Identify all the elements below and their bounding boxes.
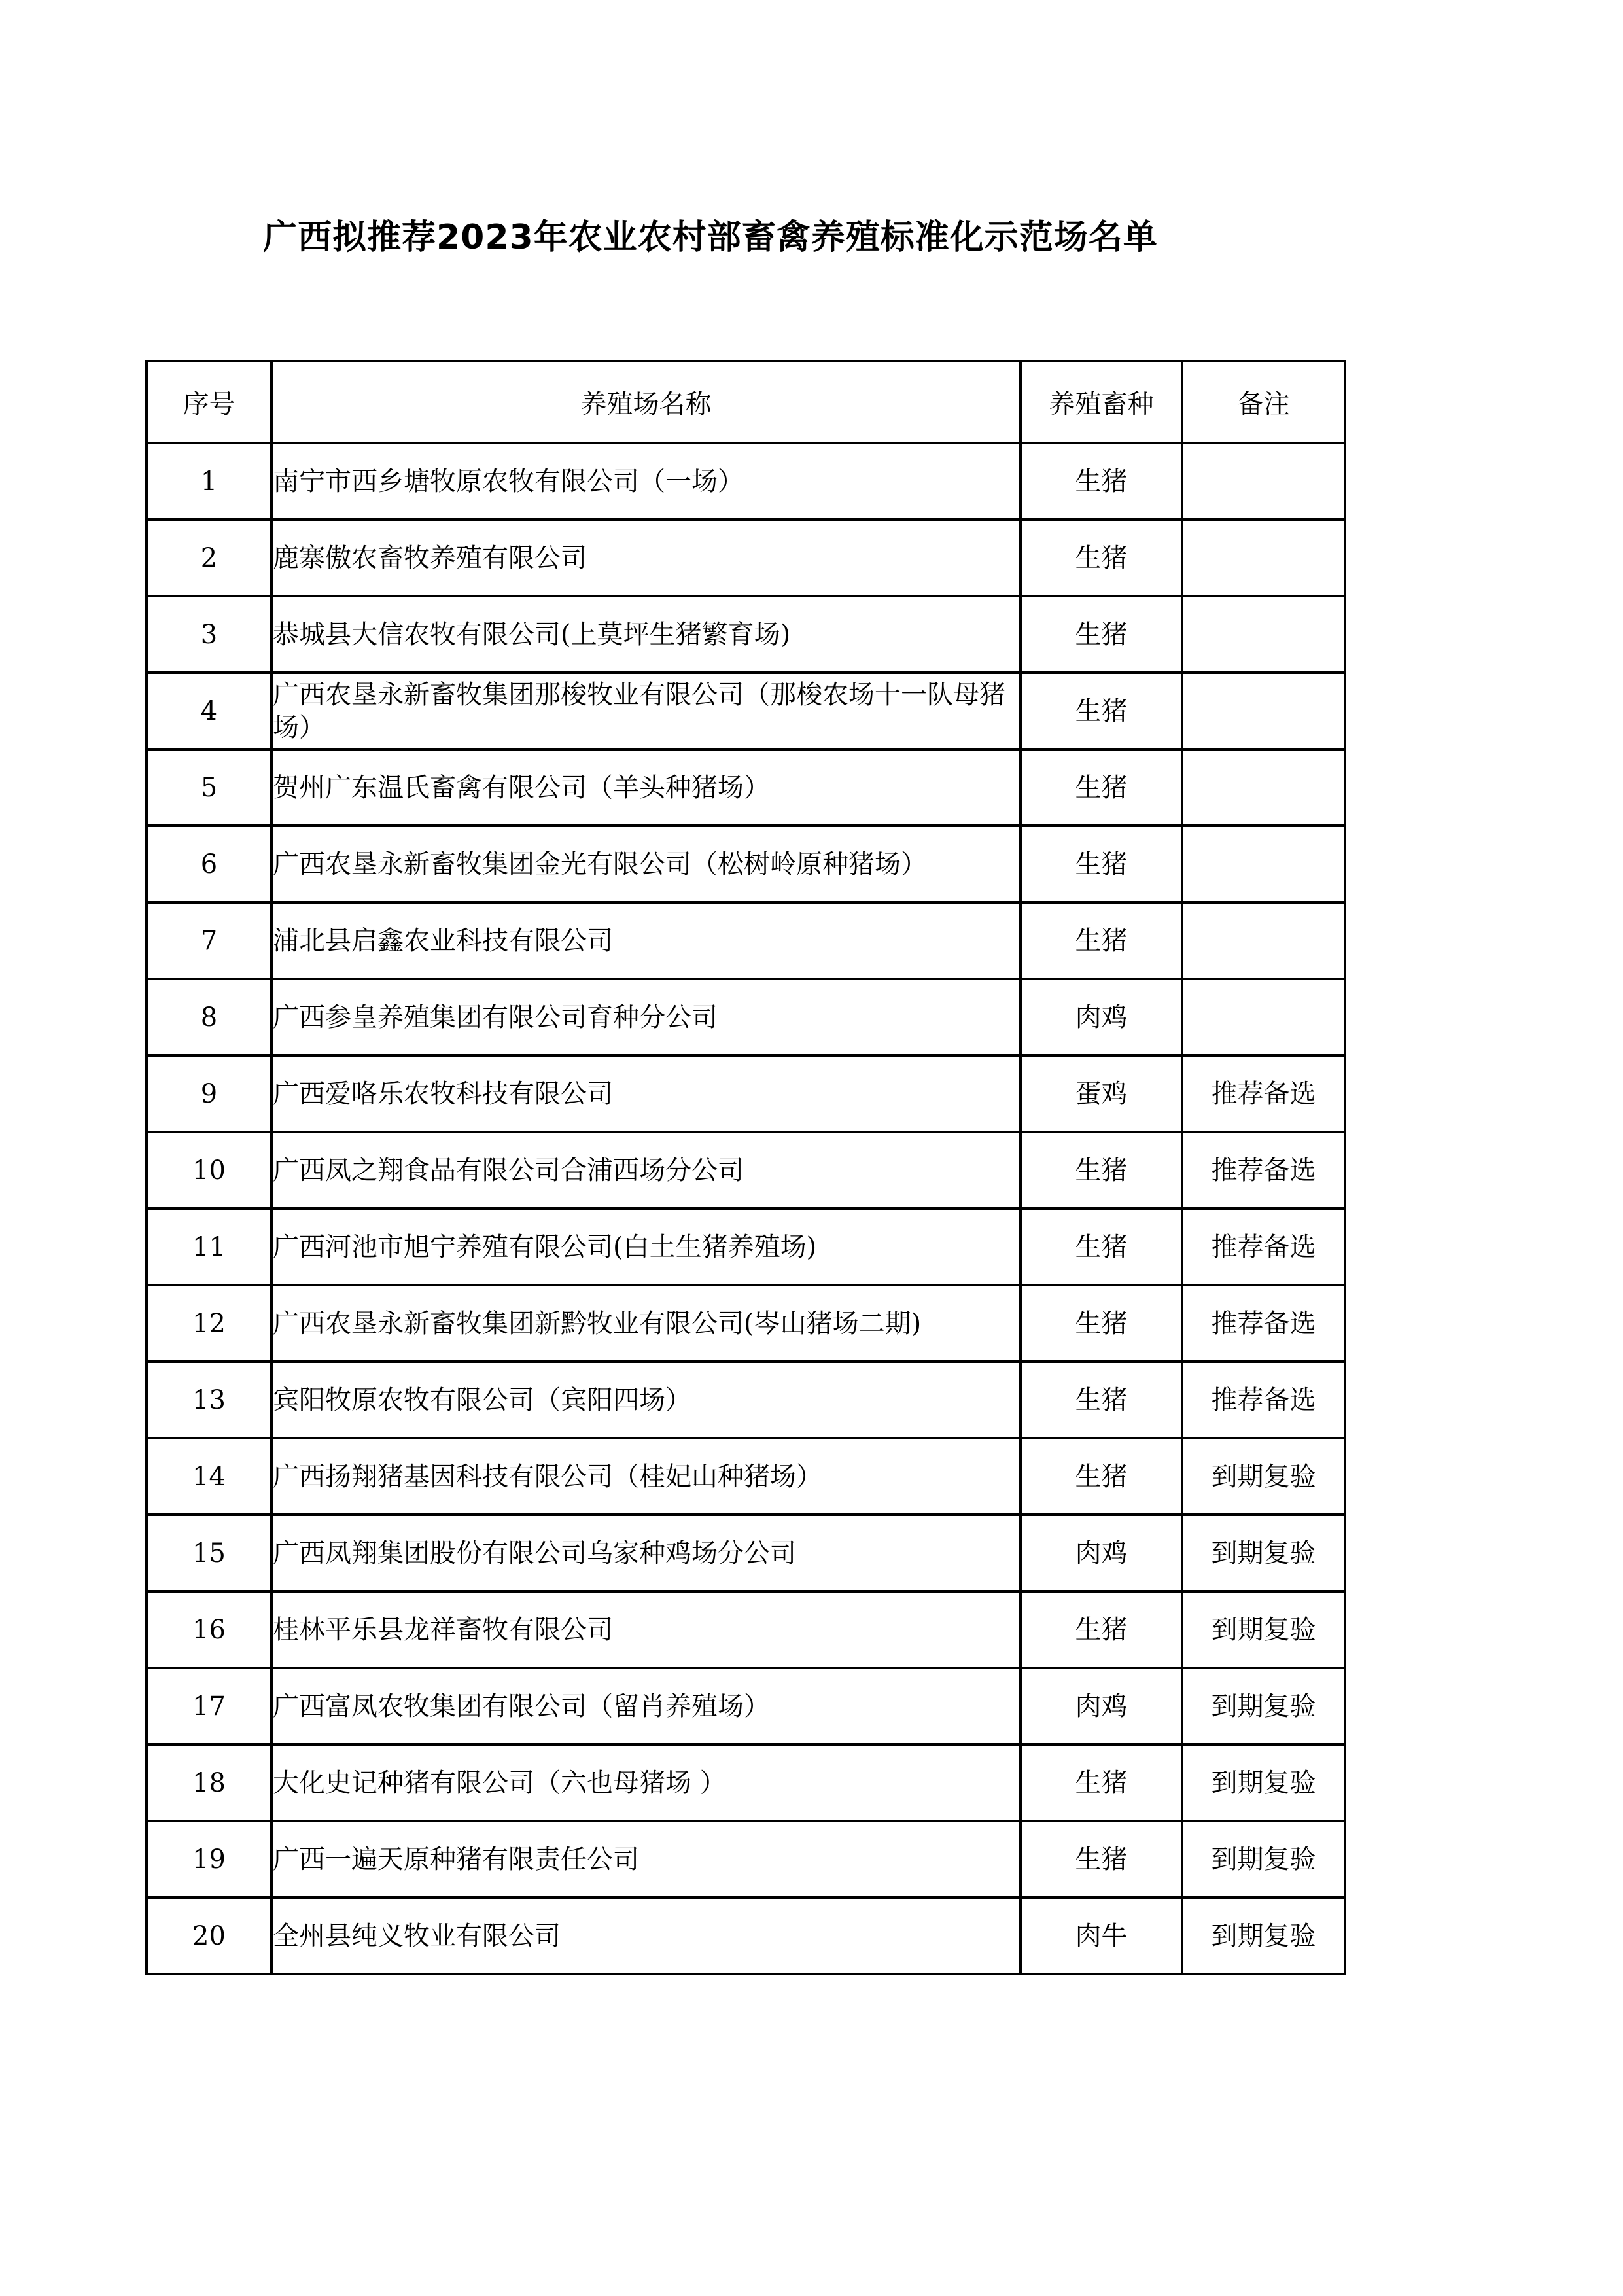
row-index: 7 <box>147 902 271 979</box>
row-index: 10 <box>147 1132 271 1209</box>
row-species: 生猪 <box>1021 596 1182 673</box>
row-index: 13 <box>147 1362 271 1438</box>
row-index: 15 <box>147 1515 271 1591</box>
row-index: 4 <box>147 673 271 749</box>
row-farm-name: 浦北县启鑫农业科技有限公司 <box>271 902 1021 979</box>
row-farm-name: 广西凤翔集团股份有限公司乌家种鸡场分公司 <box>271 1515 1021 1591</box>
row-species: 生猪 <box>1021 1285 1182 1362</box>
row-species: 生猪 <box>1021 673 1182 749</box>
row-index: 9 <box>147 1055 271 1132</box>
row-species: 生猪 <box>1021 520 1182 596</box>
row-farm-name: 贺州广东温氏畜禽有限公司（羊头种猪场） <box>271 749 1021 826</box>
row-note: 推荐备选 <box>1182 1362 1345 1438</box>
table-row <box>147 443 1345 520</box>
row-species: 生猪 <box>1021 1821 1182 1898</box>
row-farm-name: 广西扬翔猪基因科技有限公司（桂妃山种猪场） <box>271 1438 1021 1515</box>
row-species: 生猪 <box>1021 1591 1182 1668</box>
row-species: 生猪 <box>1021 1209 1182 1285</box>
row-farm-name: 广西农垦永新畜牧集团金光有限公司（松树岭原种猪场） <box>271 826 1021 902</box>
table-row <box>147 1132 1345 1209</box>
table-row <box>147 596 1345 673</box>
header-farm-name: 养殖场名称 <box>271 361 1021 443</box>
table-row <box>147 1362 1345 1438</box>
table-row <box>147 1744 1345 1821</box>
row-farm-name: 全州县纯义牧业有限公司 <box>271 1898 1021 1974</box>
row-farm-name: 南宁市西乡塘牧原农牧有限公司（一场） <box>271 443 1021 520</box>
row-farm-name: 广西河池市旭宁养殖有限公司(白土生猪养殖场) <box>271 1209 1021 1285</box>
table-row <box>147 1591 1345 1668</box>
row-farm-name: 恭城县大信农牧有限公司(上莫坪生猪繁育场) <box>271 596 1021 673</box>
row-note: 到期复验 <box>1182 1438 1345 1515</box>
row-note: 到期复验 <box>1182 1668 1345 1744</box>
table-row <box>147 1209 1345 1285</box>
table-row <box>147 979 1345 1055</box>
row-farm-name: 广西一遍天原种猪有限责任公司 <box>271 1821 1021 1898</box>
row-note: 推荐备选 <box>1182 1132 1345 1209</box>
row-farm-name: 广西富凤农牧集团有限公司（留肖养殖场） <box>271 1668 1021 1744</box>
table-row <box>147 520 1345 596</box>
row-species: 生猪 <box>1021 749 1182 826</box>
table-row <box>147 1668 1345 1744</box>
table-header-row <box>147 361 1345 443</box>
row-farm-name: 广西凤之翔食品有限公司合浦西场分公司 <box>271 1132 1021 1209</box>
row-farm-name: 大化史记种猪有限公司（六也母猪场 ） <box>271 1744 1021 1821</box>
row-index: 6 <box>147 826 271 902</box>
row-note <box>1182 596 1345 673</box>
row-species: 生猪 <box>1021 902 1182 979</box>
row-index: 5 <box>147 749 271 826</box>
row-index: 2 <box>147 520 271 596</box>
row-note <box>1182 979 1345 1055</box>
header-index: 序号 <box>147 361 271 443</box>
row-note <box>1182 826 1345 902</box>
row-species: 肉鸡 <box>1021 979 1182 1055</box>
row-species: 蛋鸡 <box>1021 1055 1182 1132</box>
row-farm-name: 桂林平乐县龙祥畜牧有限公司 <box>271 1591 1021 1668</box>
row-farm-name: 鹿寨傲农畜牧养殖有限公司 <box>271 520 1021 596</box>
row-note: 推荐备选 <box>1182 1285 1345 1362</box>
table-row <box>147 902 1345 979</box>
row-note <box>1182 902 1345 979</box>
row-farm-name: 广西农垦永新畜牧集团那梭牧业有限公司（那梭农场十一队母猪场） <box>271 673 1021 749</box>
row-species: 生猪 <box>1021 1438 1182 1515</box>
row-index: 11 <box>147 1209 271 1285</box>
row-note <box>1182 749 1345 826</box>
table-row <box>147 1898 1345 1974</box>
row-farm-name: 广西爱咯乐农牧科技有限公司 <box>271 1055 1021 1132</box>
row-note: 到期复验 <box>1182 1898 1345 1974</box>
row-note: 推荐备选 <box>1182 1055 1345 1132</box>
row-note: 到期复验 <box>1182 1591 1345 1668</box>
table-row <box>147 673 1345 749</box>
row-farm-name: 广西农垦永新畜牧集团新黔牧业有限公司(岑山猪场二期) <box>271 1285 1021 1362</box>
row-species: 生猪 <box>1021 826 1182 902</box>
row-note: 到期复验 <box>1182 1515 1345 1591</box>
row-farm-name: 广西参皇养殖集团有限公司育种分公司 <box>271 979 1021 1055</box>
row-note: 到期复验 <box>1182 1821 1345 1898</box>
row-species: 肉鸡 <box>1021 1668 1182 1744</box>
row-note: 到期复验 <box>1182 1744 1345 1821</box>
table-row <box>147 1055 1345 1132</box>
row-species: 生猪 <box>1021 1362 1182 1438</box>
row-index: 18 <box>147 1744 271 1821</box>
table-row <box>147 826 1345 902</box>
row-note: 推荐备选 <box>1182 1209 1345 1285</box>
table-row <box>147 1285 1345 1362</box>
row-species: 生猪 <box>1021 443 1182 520</box>
row-species: 生猪 <box>1021 1744 1182 1821</box>
table-row <box>147 749 1345 826</box>
row-index: 17 <box>147 1668 271 1744</box>
row-index: 1 <box>147 443 271 520</box>
row-note <box>1182 520 1345 596</box>
row-farm-name: 宾阳牧原农牧有限公司（宾阳四场） <box>271 1362 1021 1438</box>
row-species: 肉鸡 <box>1021 1515 1182 1591</box>
table-row <box>147 1438 1345 1515</box>
header-species: 养殖畜种 <box>1021 361 1182 443</box>
table-row <box>147 1515 1345 1591</box>
row-note <box>1182 673 1345 749</box>
farm-list-table <box>145 360 1346 1975</box>
page-title: 广西拟推荐2023年农业农村部畜禽养殖标准化示范场名单 <box>263 218 1158 257</box>
row-index: 14 <box>147 1438 271 1515</box>
row-index: 12 <box>147 1285 271 1362</box>
table-row <box>147 1821 1345 1898</box>
row-index: 8 <box>147 979 271 1055</box>
row-note <box>1182 443 1345 520</box>
row-species: 肉牛 <box>1021 1898 1182 1974</box>
row-index: 19 <box>147 1821 271 1898</box>
header-note: 备注 <box>1182 361 1345 443</box>
row-species: 生猪 <box>1021 1132 1182 1209</box>
row-index: 20 <box>147 1898 271 1974</box>
row-index: 3 <box>147 596 271 673</box>
row-index: 16 <box>147 1591 271 1668</box>
